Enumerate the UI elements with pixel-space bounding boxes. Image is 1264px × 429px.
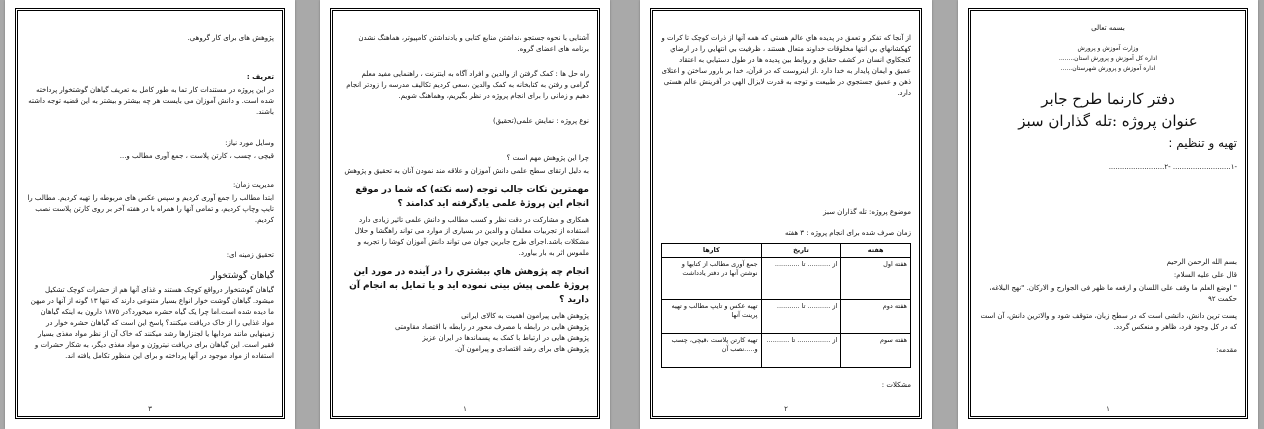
page-content bbox=[979, 19, 1237, 402]
answer-key-points: همکاری و مشارکت در دقت نظر و کسب مطالب و دانش علمی تاثیر زیادی دارد استفاده از تجربیات معلمان و والدین در بسیاری از موارد می تواند راهگشا و حلال مشکلات باشد.اجرای طرح جابرین جوان می تواند دانش آموزان کوشا را تجربه و ملموس اثر به بار بیاورد. bbox=[354, 216, 589, 257]
page-border bbox=[15, 8, 285, 419]
subheading-carnivorous-plants: گیاهان گوشتخوار bbox=[210, 271, 274, 281]
schedule-table bbox=[661, 243, 911, 368]
page-content bbox=[661, 19, 911, 402]
list-item: پژوهش هایی در رابطه با مصرف محور در رابطه با اقتصاد مقاومتی bbox=[394, 323, 589, 331]
page-border bbox=[968, 8, 1248, 419]
page-border bbox=[330, 8, 600, 419]
cell-date: از ........... تا ........... bbox=[761, 300, 841, 334]
heading-time-management: مدیریت زمان: bbox=[232, 181, 274, 189]
cell-week: هفته دوم bbox=[841, 300, 911, 334]
heading-definition: تعریف : bbox=[246, 73, 274, 81]
page-number: ١ bbox=[1106, 405, 1110, 413]
cell-task: تهیه عکس و تایپ مطالب و تهیه پرینت آنها bbox=[662, 300, 762, 334]
column-header-tasks: کارها bbox=[662, 244, 762, 258]
column-header-date: تاریخ bbox=[761, 244, 841, 258]
organization-block bbox=[979, 44, 1237, 74]
cell-week: هفته سوم bbox=[841, 334, 911, 368]
prepared-by-label: تهیه و تنظیم : bbox=[1168, 136, 1237, 150]
list-item: پژوهش هایی پیرامون اهمیت به کالای ایرانی bbox=[461, 312, 589, 320]
page-number: ٢ bbox=[784, 405, 788, 413]
quote-intro: قال علی علیه السلام: bbox=[1173, 271, 1237, 279]
paragraph-why-important: به دلیل ارتقای سطح علمی دانش آموزان و علاقه مند نمودن آنان به تحقیق و پژوهش bbox=[344, 167, 589, 175]
list-item: پژوهش های برای رشد اقتصادی و پیرامون آن. bbox=[454, 345, 589, 353]
project-type: نوع پروژه : نمایش علمی(تحقیق) bbox=[492, 117, 589, 125]
heading-tools: وسایل مورد نیاز: bbox=[225, 139, 274, 147]
heading-background: تحقیق زمینه ای: bbox=[226, 251, 274, 259]
org-line: اداره آموزش و پرورش شهرستان...... bbox=[1060, 65, 1156, 72]
document-title: دفتر کارنما طرح جابر bbox=[1041, 90, 1175, 108]
list-item: پژوهش هایی در ارتباط با کمک به پسماندها در ایران عزیز bbox=[422, 334, 589, 342]
page-header: بسمه تعالی bbox=[1091, 24, 1125, 32]
org-line: وزارت آموزش و پرورش bbox=[1077, 45, 1139, 52]
cell-task: جمع آوری مطالب از کتابها و نوشتن آنها در دفتر یادداشت bbox=[662, 258, 762, 300]
question-future-research: انجام چه پژوهش هاي بیشتري را در آینده در مورد این پروژۀ علمی پیش بینی نموده اید و یا تمایل به انجام آن دارید ؟ bbox=[349, 267, 589, 305]
paragraph-problems: آشنایی با نحوه جستجو ،نداشتن منابع کتابی و یادنداشتن کامپیوتر، هماهنگ نشدن برنامه های اعضای گروه. bbox=[358, 34, 589, 53]
paragraph-solutions: راه حل ها : کمک گرفتن از والدین و افراد آگاه به اینترنت ، راهنمایی مفید معلم گرامی و رفتن به کتابخانه به کمک والدین ،سعی کردیم تکالیف مدرسه را زودتر انجام دهیم و زمانی را برای انجام پروژه در نظر بگیریم، وهماهنگ شویم. bbox=[346, 70, 589, 100]
cell-date: از ................ تا ........... bbox=[761, 334, 841, 368]
document-page-2 bbox=[640, 0, 932, 429]
column-header-week: هفته bbox=[841, 244, 911, 258]
page-content bbox=[26, 19, 274, 402]
introduction-label: مقدمه: bbox=[1216, 346, 1237, 354]
table-row bbox=[662, 258, 911, 300]
org-line: اداره کل آموزش و پرورش استان........ bbox=[1058, 55, 1158, 62]
page-number: ٣ bbox=[148, 405, 152, 413]
page-border bbox=[650, 8, 922, 419]
project-title: عنوان پروژه :تله گذاران سبز bbox=[1018, 112, 1198, 130]
document-page-1 bbox=[958, 0, 1258, 429]
cell-task: تهیه کارتن پلاست ،قیچی، چسب و.....نصب آن bbox=[662, 334, 762, 368]
heading-why-important: چرا این پژوهش مهم است ؟ bbox=[506, 154, 589, 162]
problems-label: مشکلات : bbox=[881, 381, 911, 389]
cell-date: از ........... تا ............ bbox=[761, 258, 841, 300]
cell-week: هفته اول bbox=[841, 258, 911, 300]
signature-lines: -١.......................... -٢......................... bbox=[1108, 163, 1237, 171]
document-page-3 bbox=[320, 0, 610, 429]
paragraph-tools: قیچی ، چسب ، کارتن پلاست ، جمع آوری مطالب و... bbox=[119, 152, 274, 160]
project-topic: موضوع پروژه: تله گذاران سبز bbox=[823, 208, 911, 216]
table-row bbox=[662, 300, 911, 334]
paragraph-background: گیاهان گوشتخوار درواقع کوچک هستند و غذای آنها هم از حشرات کوچک تشکیل میشود. گیاهان گوشت خوار انواع بسیار متنوعی دارند که تنها ١٣ گونه از آنها در میهن ما دیده شده است.اما چرا یک گیاه حشره میخورد؟در ١٨٧٥ دارون به اینکه گیاهان مواد غذایی را از خاک دریافت میکنند؟ پاسخ این است که گیاهان حشره خوار در زمینهایی مانند مردابها یا لجنزارها رشد میکنند که خاک آن از نظر مواد مغذی بسیار فقیر است. این گیاهان برای دریافت نیتروژن و مواد مغذی دیگر، به شکار حشرات و استفاده از مواد موجود در آنها پرداخته و برای این منظور تکامل یافته اند. bbox=[30, 286, 274, 360]
future-research-list bbox=[341, 311, 589, 355]
page-content bbox=[341, 19, 589, 402]
bismillah: بسم الله الرحمن الرحیم bbox=[1166, 258, 1237, 266]
quote-text: " اوضع العلم ما وقف علی اللسان و ارفعه ما ظهر فی الجوارح و الارکان. "نهج البلاغه، حکمت ٩٢ bbox=[989, 284, 1237, 303]
page-number: ١ bbox=[463, 405, 467, 413]
paragraph-time-management: ابتدا مطالب را جمع آوری کردیم و سپس عکس های مربوطه را تهیه کردیم. مطالب را تایپ وچاپ کردیم، و تمامی آنها را همراه با در هفته آخر بر روی کارتن پلاست نصب کردیم. bbox=[27, 194, 274, 224]
paragraph: پژوهش های برای کار گروهی. bbox=[187, 34, 274, 42]
paragraph-definition: در این پروژه در مستندات کار تما به طور کامل به تعریف گیاهان گوشتخوار پرداخته شده است. و دانش آموزان می بایست هر چه بیشتر و بیشتر به این قضیه توجه داشته باشند. bbox=[28, 86, 274, 116]
project-time: زمان صرف شده برای انجام پروژه : ٣ هفته bbox=[784, 229, 911, 237]
document-page-4 bbox=[5, 0, 295, 429]
table-header-row bbox=[662, 244, 911, 258]
table-row bbox=[662, 334, 911, 368]
paragraph-intro: از آنجا که تفکر و تعمق در پدیده هاي عالم هستي که همه آنها از ذرات کوچک تا کرات و کهکشانهاي بي انتها مخلوقات خداوند متعال هستند ، ظرفیت بي انتهایي را در ارضاي کنجکاوي انسان در کشف حقایق و روابط بین پدیده ها در طول دستیابي به اعتقاد عمیق و ایمان پایدار به خدا دارد .از اینروست که در قرآن، خدا بر بارور ساختن و اعتلای ذهن و عمیق جستجوي در طبیعت و توجه به قدرت لایزال الهي در آفرینش عالم هستی دارد. bbox=[661, 34, 911, 97]
question-key-points: مهمترین نکات جالب توجه (سه نکته) که شما در موقع انجام این پروژۀ علمی یادگرفته اید کدامند ؟ bbox=[355, 185, 589, 209]
quote-translation: پست ترین دانش، دانشی است که در سطح زبان، متوقف شود و والاترین دانش، آن است که در کل وجود فرد، ظاهر و منعکس گردد. bbox=[980, 312, 1237, 331]
